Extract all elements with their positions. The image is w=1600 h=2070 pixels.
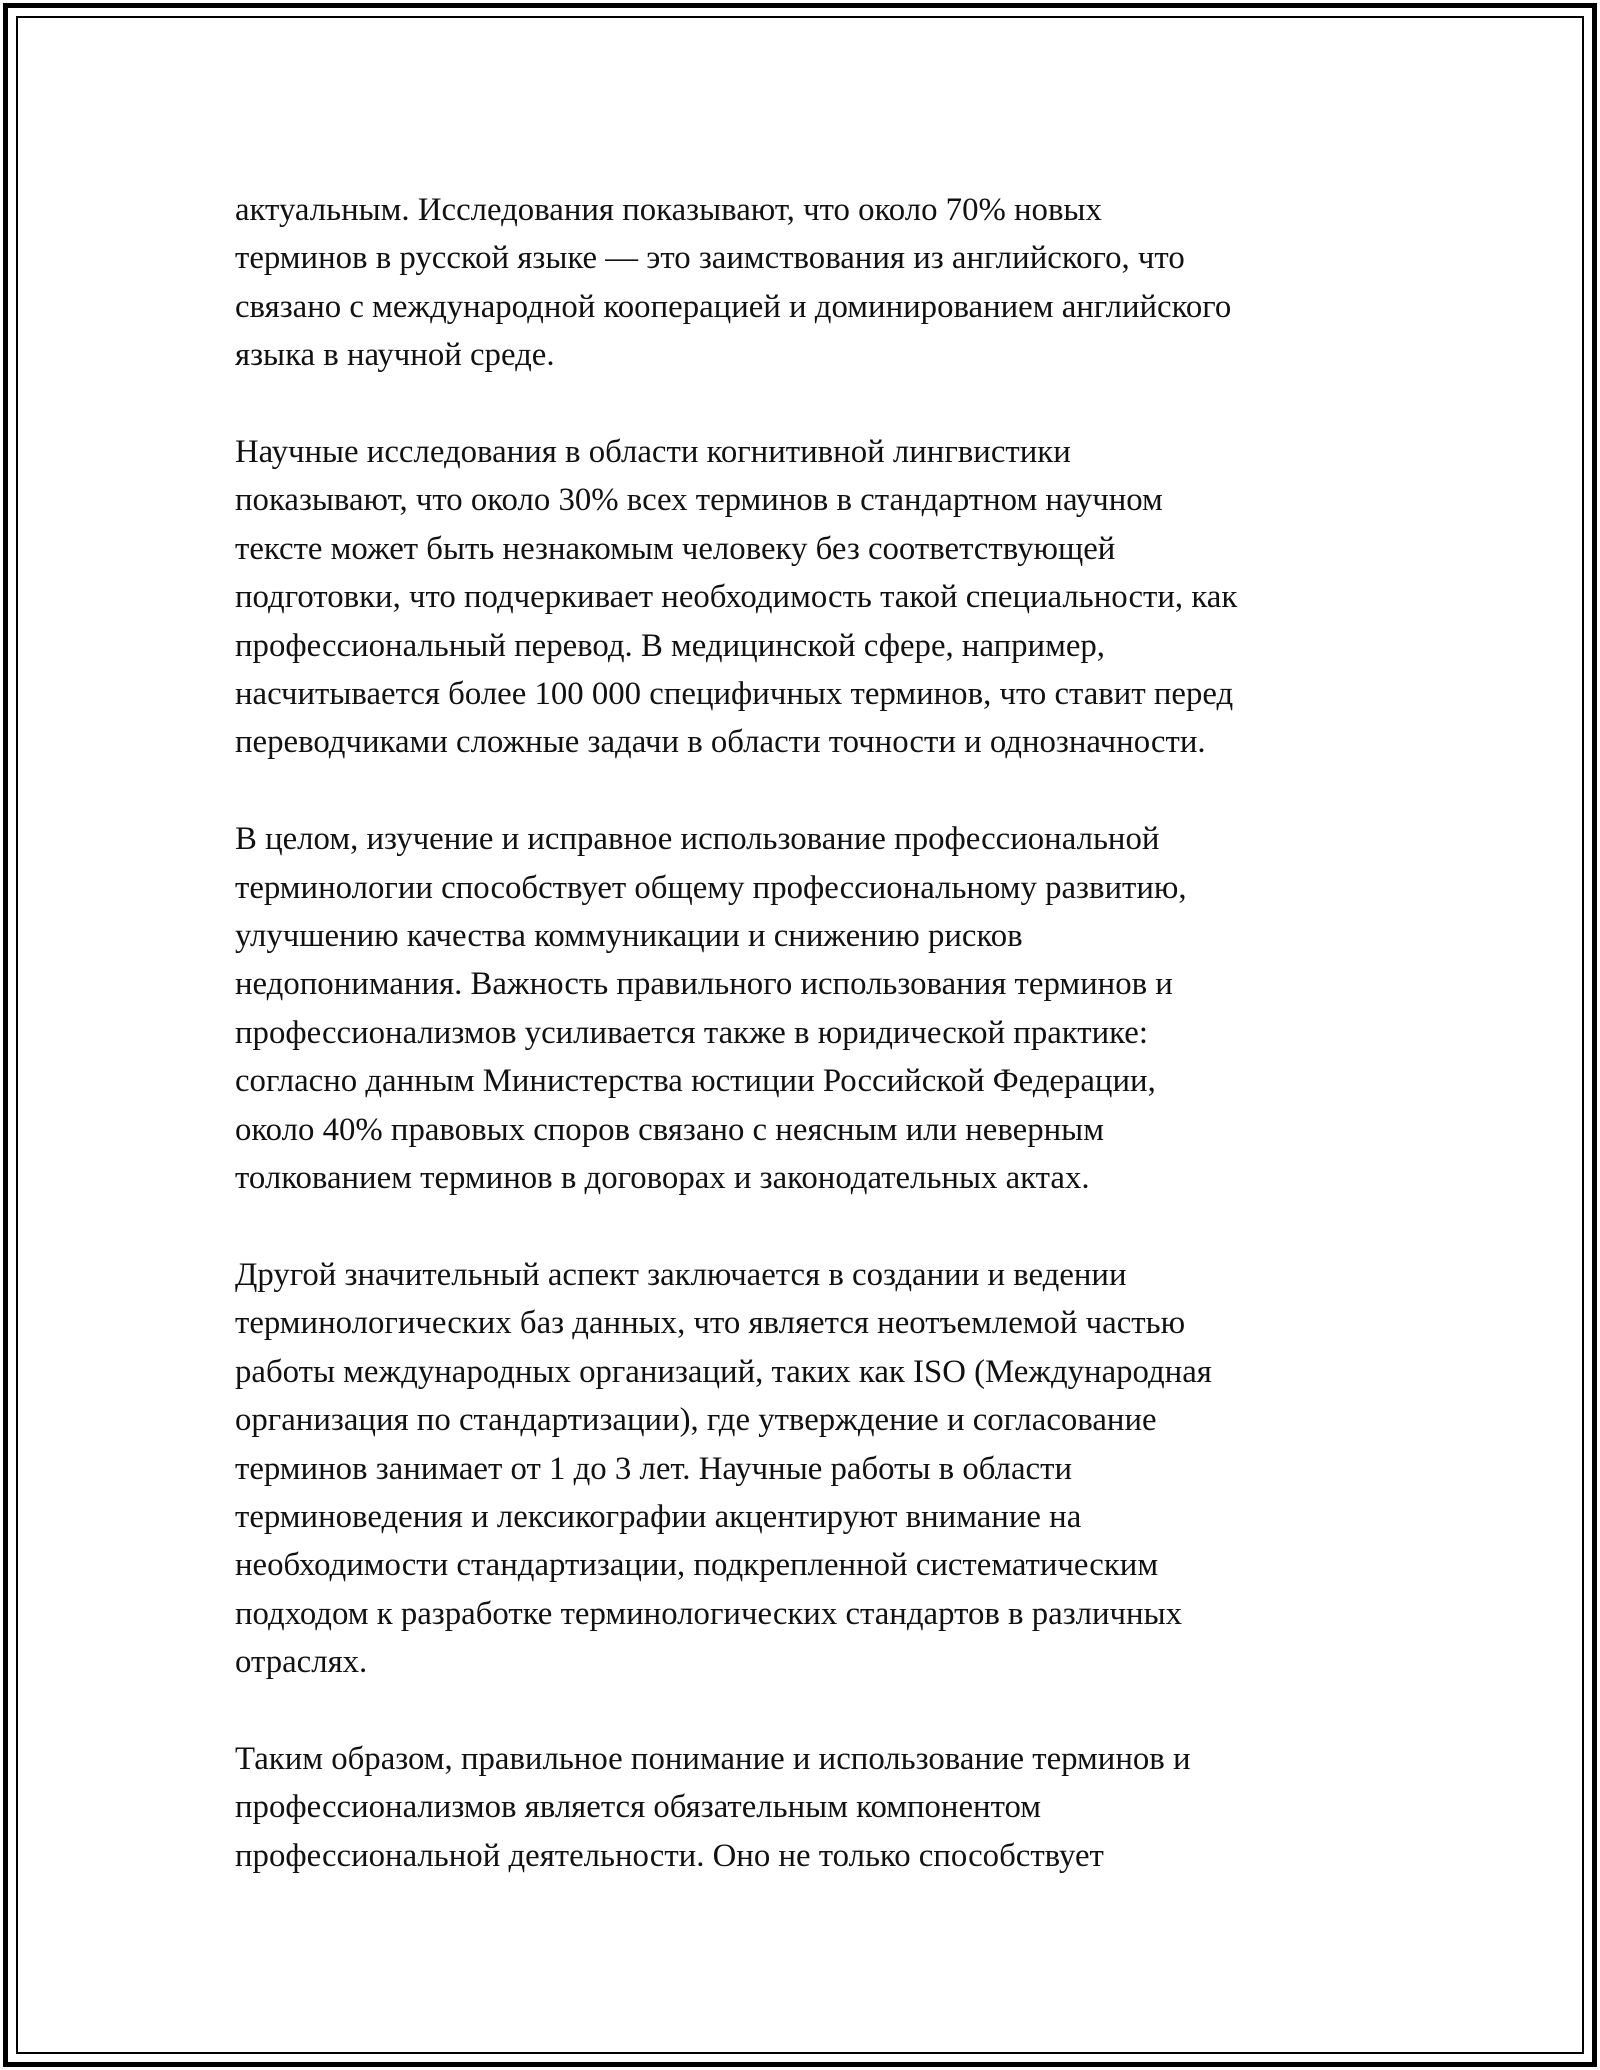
text-line: отраслях.: [235, 1644, 368, 1681]
text-line: работы международных организаций, таких как ISO (Международная: [235, 1353, 1212, 1390]
text-line: В целом, изучение и исправное использование профессиональной: [235, 821, 1160, 858]
text-line: терминоведения и лексикографии акцентируют внимание на: [235, 1498, 1082, 1535]
paragraph-4: [235, 1251, 1385, 1687]
paragraph-2: [235, 428, 1385, 767]
text-line: профессионализмов усиливается также в юридической практике:: [235, 1014, 1148, 1051]
text-line: профессиональный перевод. В медицинской сфере, например,: [235, 627, 1105, 664]
text-line: профессиональной деятельности. Оно не только способствует: [235, 1837, 1104, 1874]
text-line: подготовки, что подчеркивает необходимость такой специальности, как: [235, 579, 1238, 616]
text-line: организация по стандартизации), где утверждение и согласование: [235, 1402, 1157, 1439]
text-line: Другой значительный аспект заключается в создании и ведении: [235, 1256, 1127, 1293]
text-line: Таким образом, правильное понимание и использование терминов и: [235, 1740, 1191, 1777]
text-line: актуальным. Исследования показывают, что около 70% новых: [235, 192, 1102, 228]
text-line: терминов занимает от 1 до 3 лет. Научные работы в области: [235, 1450, 1072, 1487]
text-line: связано с международной кооперацией и доминированием английского: [235, 288, 1232, 325]
text-line: согласно данным Министерства юстиции Российской Федерации,: [235, 1063, 1156, 1100]
text-line: показывают, что около 30% всех терминов в стандартном научном: [235, 482, 1163, 519]
text-line: переводчиками сложные задачи в области точности и однозначности.: [235, 724, 1206, 761]
text-line: недопонимания. Важность правильного использования терминов и: [235, 966, 1173, 1003]
text-line: необходимости стандартизации, подкрепленной систематическим: [235, 1547, 1159, 1584]
text-line: терминологии способствует общему профессиональному развитию,: [235, 869, 1187, 906]
text-line: подходом к разработке терминологических стандартов в различных: [235, 1595, 1183, 1632]
text-line: языка в научной среде.: [235, 337, 555, 374]
text-line: Научные исследования в области когнитивной лингвистики: [235, 434, 1071, 471]
text-line: толкованием терминов в договорах и законодательных актах.: [235, 1160, 1090, 1197]
text-line: профессионализмов является обязательным компонентом: [235, 1789, 1042, 1826]
text-line: насчитывается более 100 000 специфичных терминов, что ставит перед: [235, 676, 1234, 713]
document-body: [235, 186, 1385, 1929]
text-line: терминологических баз данных, что является неотъемлемой частью: [235, 1305, 1186, 1342]
paragraph-3: [235, 815, 1385, 1202]
text-line: улучшению качества коммуникации и снижению рисков: [235, 918, 1023, 955]
text-line: около 40% правовых споров связано с неясным или неверным: [235, 1111, 1104, 1148]
paragraph-5: [235, 1735, 1385, 1880]
paragraph-1: [235, 186, 1385, 380]
text-line: терминов в русской языке — это заимствования из английского, что: [235, 240, 1185, 277]
text-line: тексте может быть незнакомым человеку без соответствующей: [235, 530, 1116, 567]
